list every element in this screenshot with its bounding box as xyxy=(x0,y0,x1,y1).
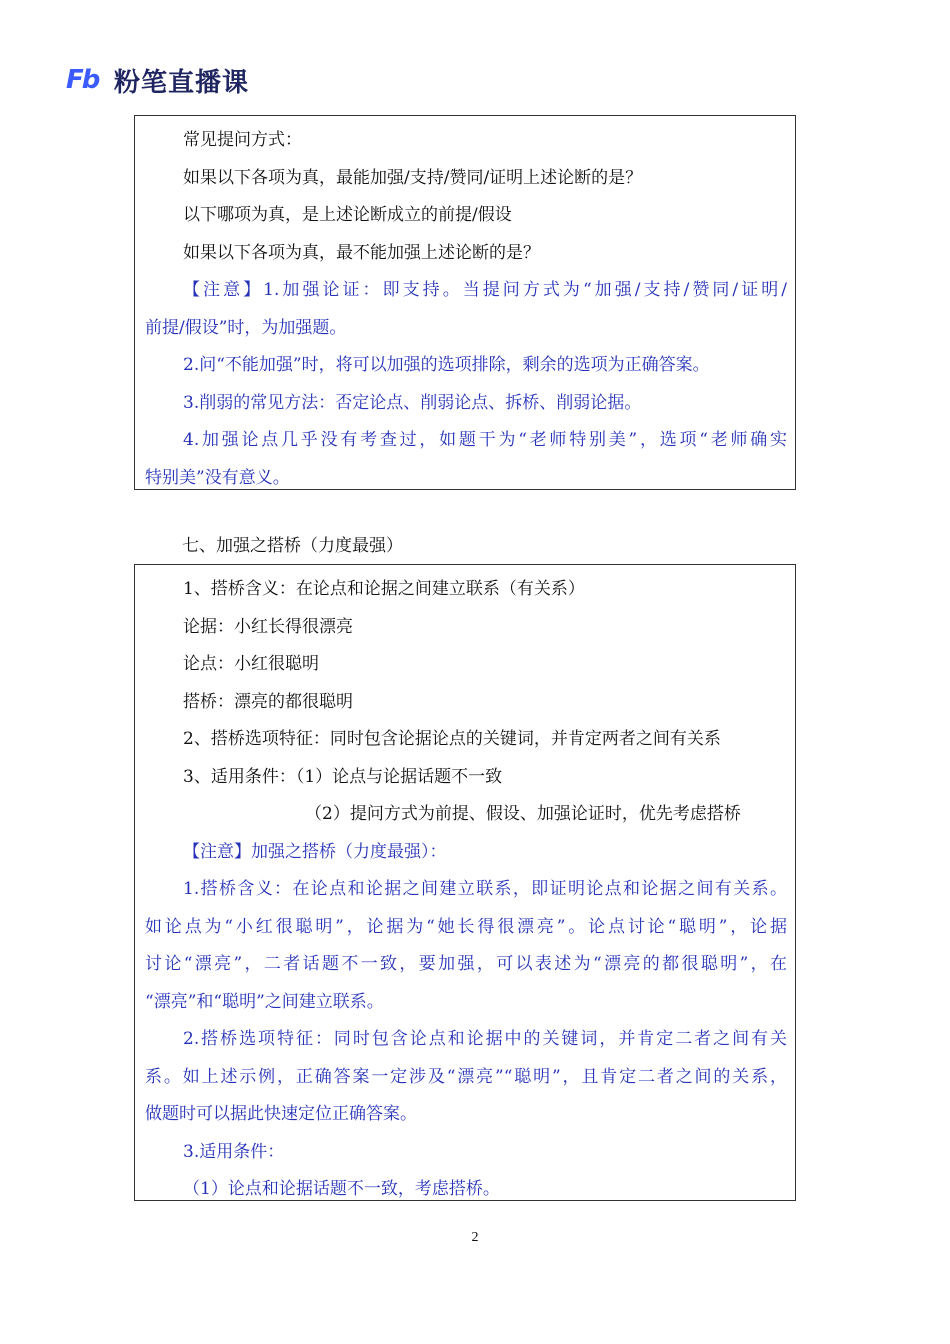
box2-note-line: 做题时可以据此快速定位正确答案。 xyxy=(145,1104,417,1124)
box2-note-line: 1.搭桥含义：在论点和论据之间建立联系，即证明论点和论据之间有关系。 xyxy=(183,879,787,899)
box2-line: 2、搭桥选项特征：同时包含论据论点的关键词，并肯定两者之间有关系 xyxy=(183,729,721,749)
fb-logo-icon xyxy=(66,65,106,95)
box2-note-line: “漂亮”和“聪明”之间建立联系。 xyxy=(145,991,384,1012)
box2-note-line: （1）论点和论据话题不一致，考虑搭桥。 xyxy=(183,1179,500,1199)
box2-line: 3、适用条件：（1）论点与论据话题不一致 xyxy=(183,766,503,787)
logo-text: 粉笔直播课 xyxy=(114,67,250,98)
brand-logo xyxy=(66,60,249,100)
box1-line: 以下哪项为真，是上述论断成立的前提/假设 xyxy=(183,205,512,225)
box2-note-line: 3.适用条件： xyxy=(183,1141,285,1162)
box1-note-line: 特别美”没有意义。 xyxy=(145,467,290,488)
box1-note-line: 3.削弱的常见方法：否定论点、削弱论点、拆桥、削弱论据。 xyxy=(183,392,642,413)
box1-note-line: 2.问“不能加强”时，将可以加强的选项排除，剩余的选项为正确答案。 xyxy=(183,355,710,375)
box1-note-line: 4.加强论点几乎没有考查过，如题干为“老师特别美”，选项“老师确实 xyxy=(183,430,787,450)
box1-line: 如果以下各项为真，最不能加强上述论断的是？ xyxy=(183,242,540,263)
box2-line: 搭桥：漂亮的都很聪明 xyxy=(183,691,353,712)
box1-line: 如果以下各项为真，最能加强/支持/赞同/证明上述论断的是？ xyxy=(183,167,643,188)
bridging-box xyxy=(134,564,796,1201)
box1-note-line: 【注意】1.加强论证：即支持。当提问方式为“加强/支持/赞同/证明/ xyxy=(183,280,787,300)
box2-note-line: 系。如上述示例，正确答案一定涉及“漂亮”“聪明”，且肯定二者之间的关系， xyxy=(145,1066,787,1087)
box2-line: （2）提问方式为前提、假设、加强论证时，优先考虑搭桥 xyxy=(305,804,741,824)
box2-line: 论据：小红长得很漂亮 xyxy=(183,616,353,637)
logo-mark-text: Fb xyxy=(66,65,99,95)
box1-line: 常见提问方式： xyxy=(183,130,302,150)
box2-line: 1、搭桥含义：在论点和论据之间建立联系（有关系） xyxy=(183,579,585,599)
box2-note-line: 如论点为“小红很聪明”，论据为“她长得很漂亮”。论点讨论“聪明”，论据 xyxy=(145,916,787,937)
page-number: 2 xyxy=(471,1230,479,1245)
box2-note-line: 讨论“漂亮”，二者话题不一致，要加强，可以表述为“漂亮的都很聪明”，在 xyxy=(145,954,787,974)
box2-note-line: 【注意】加强之搭桥（力度最强）： xyxy=(183,841,447,862)
section-title: 七、加强之搭桥（力度最强） xyxy=(182,536,403,556)
box2-note-line: 2.搭桥选项特征：同时包含论点和论据中的关键词，并肯定二者之间有关 xyxy=(183,1029,787,1049)
question-types-box xyxy=(134,115,796,490)
box1-note-line: 前提/假设”时，为加强题。 xyxy=(145,317,347,338)
box2-line: 论点：小红很聪明 xyxy=(183,654,319,674)
